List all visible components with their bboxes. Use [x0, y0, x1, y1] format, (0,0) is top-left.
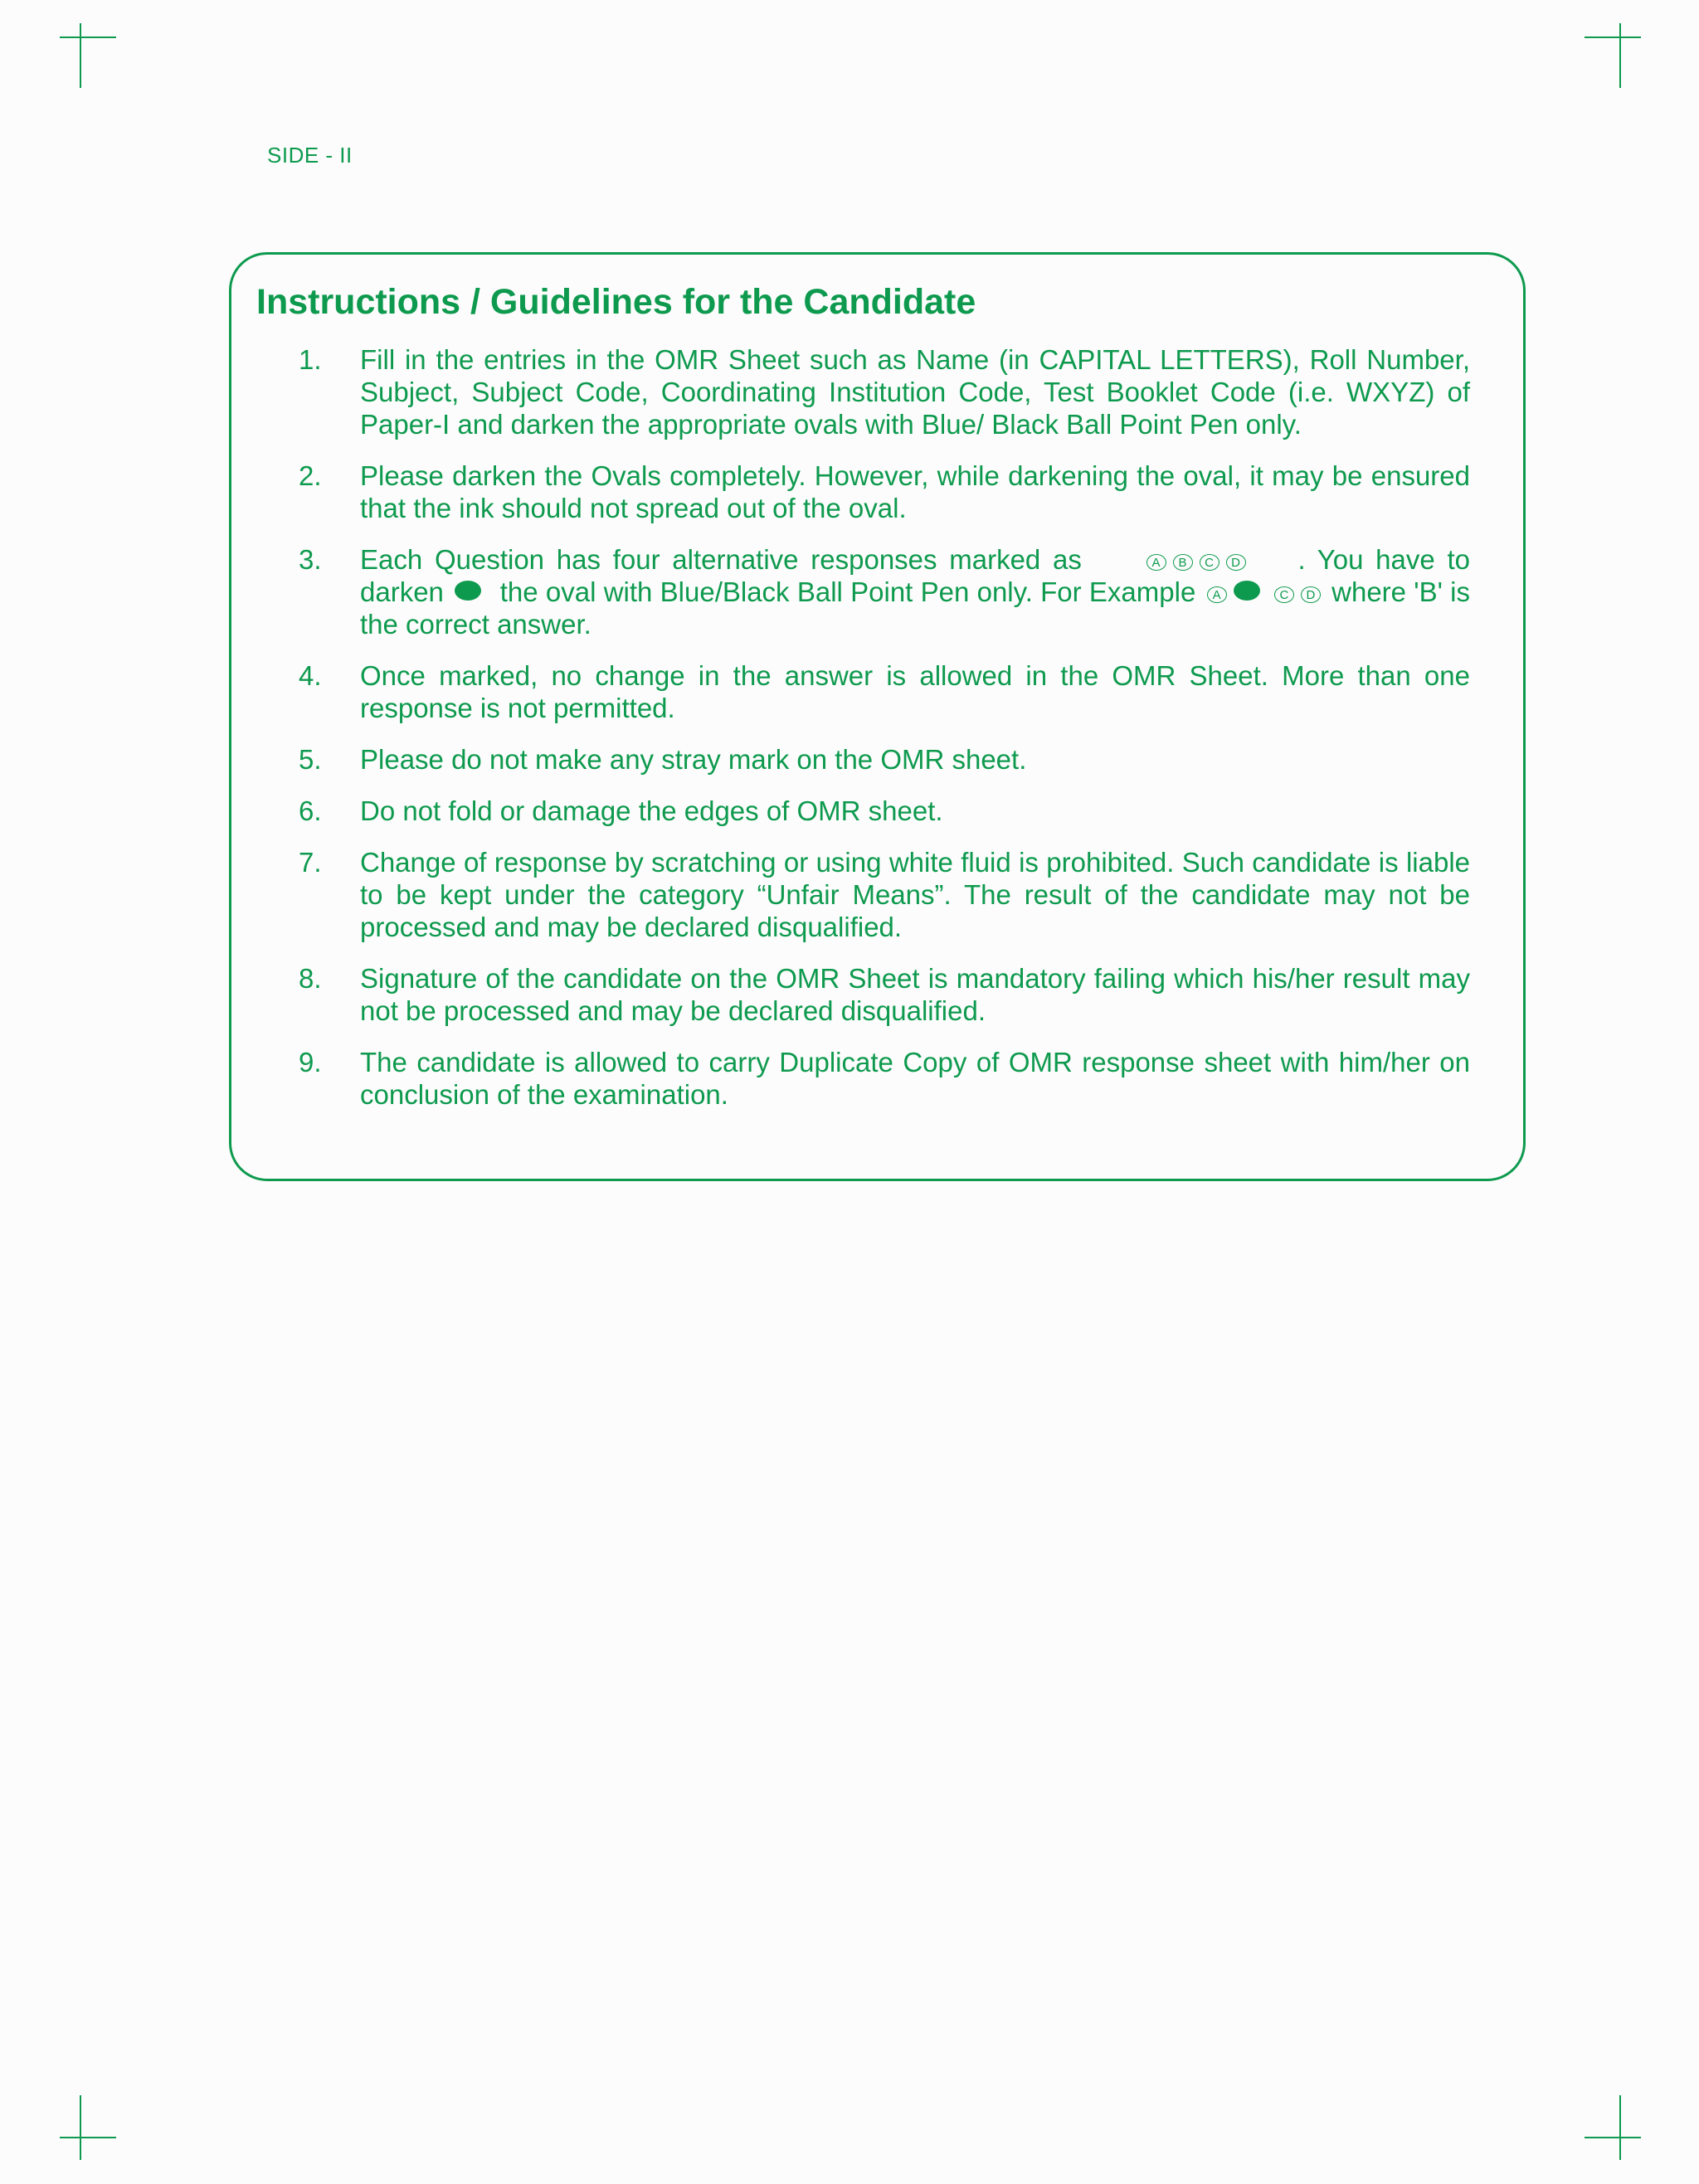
filled-oval-icon: [455, 581, 481, 601]
instruction-item: [299, 743, 1470, 776]
instruction-text: [360, 543, 1470, 640]
instruction-item: [299, 343, 1470, 440]
crop-mark-top-right-v: [1619, 23, 1621, 88]
instruction-item: [299, 543, 1470, 640]
crop-mark-top-left-h: [60, 36, 116, 38]
instruction-text: Please do not make any stray mark on the OMR sheet.: [360, 744, 1027, 775]
instruction-item: [299, 659, 1470, 724]
example-bubble-b-filled-icon: [1234, 581, 1260, 601]
crop-mark-bottom-right-v: [1619, 2095, 1621, 2160]
option-bubble-c: C: [1200, 554, 1219, 571]
instruction-text: Fill in the entries in the OMR Sheet such as Name (in CAPITAL LETTERS), Roll Number, Subject, Subject Code, Coordinating Institution Code, Test Booklet Code (i.e. WXYZ) of Paper-I and darken the appropriate ovals with Blue/ Black Ball Point Pen only.: [360, 344, 1470, 440]
example-bubble-d: D: [1301, 586, 1321, 603]
instruction-text: Do not fold or damage the edges of OMR sheet.: [360, 795, 943, 826]
side-label: SIDE - II: [267, 143, 353, 168]
instruction-item: [299, 846, 1470, 943]
instruction-text: The candidate is allowed to carry Duplicate Copy of OMR response sheet with him/her on conclusion of the examination.: [360, 1047, 1470, 1110]
crop-mark-top-right-h: [1585, 36, 1641, 38]
option-bubble-a: A: [1146, 554, 1166, 571]
example-bubble-a: A: [1207, 586, 1227, 603]
instruction-number: 5.: [299, 744, 322, 775]
instruction-number: 6.: [299, 795, 322, 826]
crop-mark-bottom-left-v: [80, 2095, 81, 2160]
option-bubble-b: B: [1173, 554, 1193, 571]
instruction-text-part: the oval with Blue/Black Ball Point Pen only. For Example: [499, 576, 1196, 607]
example-bubble-c: C: [1274, 586, 1294, 603]
instruction-text-part: . You have to darken: [360, 544, 1470, 607]
instruction-text-part: Each Question has four alternative responses marked as: [360, 544, 1082, 575]
instructions-title: Instructions / Guidelines for the Candidate: [256, 282, 976, 322]
crop-mark-bottom-left-h: [60, 2137, 116, 2138]
instruction-number: 1.: [299, 344, 322, 375]
instruction-text: Change of response by scratching or using white fluid is prohibited. Such candidate is liable to be kept under the category “Unfair Means”. The result of the candidate may not be processed and may be declared disqualified.: [360, 847, 1470, 942]
instruction-item: [299, 795, 1470, 827]
instruction-item: [299, 1046, 1470, 1111]
instruction-text: Signature of the candidate on the OMR Sheet is mandatory failing which his/her result may not be processed and may be declared disqualified.: [360, 963, 1470, 1026]
instruction-text: Please darken the Ovals completely. However, while darkening the oval, it may be ensured that the ink should not spread out of the oval.: [360, 460, 1470, 523]
instruction-item: [299, 460, 1470, 524]
instruction-number: 3.: [299, 544, 322, 575]
instruction-text: Once marked, no change in the answer is allowed in the OMR Sheet. More than one response is not permitted.: [360, 660, 1470, 723]
instruction-text-part: where 'B' is the correct answer.: [360, 576, 1471, 640]
instruction-number: 4.: [299, 660, 322, 691]
option-bubble-d: D: [1226, 554, 1246, 571]
instructions-list: [299, 343, 1470, 1130]
instruction-number: 9.: [299, 1047, 322, 1077]
instruction-number: 7.: [299, 847, 322, 878]
instruction-number: 2.: [299, 460, 322, 491]
crop-mark-top-left-v: [80, 23, 81, 88]
crop-mark-bottom-right-h: [1585, 2137, 1641, 2138]
instruction-item: [299, 962, 1470, 1027]
instruction-number: 8.: [299, 963, 322, 994]
